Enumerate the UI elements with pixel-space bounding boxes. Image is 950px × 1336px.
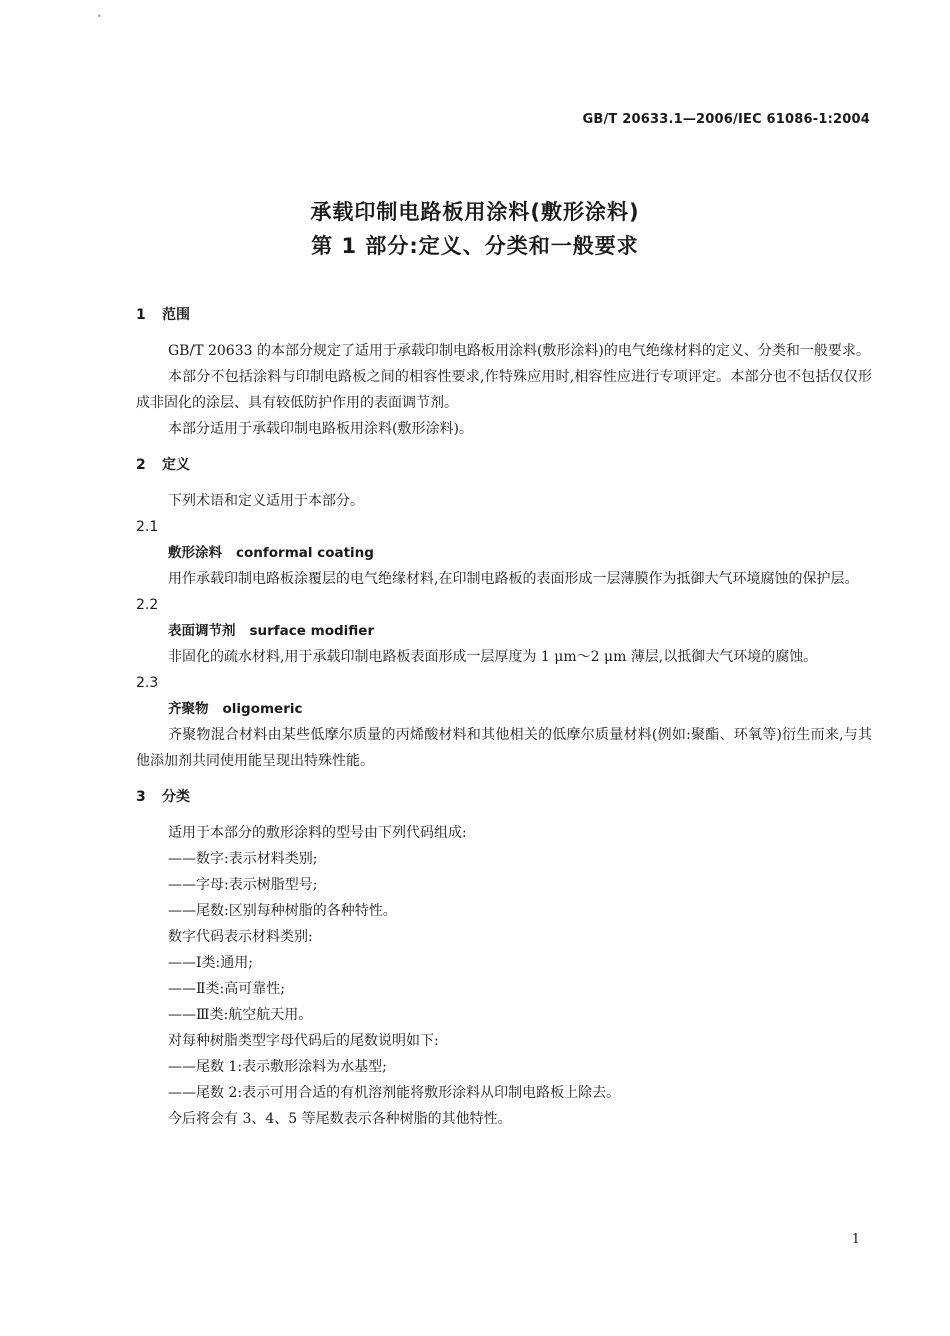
- clause-number: 2.3: [136, 675, 159, 691]
- term-entry: [136, 540, 872, 566]
- list-line: 数字代码表示材料类别:: [168, 929, 313, 945]
- list-line: ——Ⅰ类:通用;: [168, 955, 253, 971]
- section-number: 2: [136, 457, 146, 473]
- list-line: 对每种树脂类型字母代码后的尾数说明如下:: [168, 1033, 439, 1049]
- section-heading-classification: [136, 784, 872, 810]
- document-title-line1: 承载印制电路板用涂料(敷形涂料): [310, 200, 640, 224]
- term-chinese: 表面调节剂: [168, 623, 236, 639]
- section-title: 范围: [162, 307, 190, 323]
- paragraph: GB/T 20633 的本部分规定了适用于承载印制电路板用涂料(敷形涂料)的电气绝缘材料的定义、分类和一般要求。: [168, 343, 870, 359]
- term-entry: [136, 696, 872, 722]
- standard-number: GB/T 20633.1—2006/IEC 61086-1:2004: [582, 112, 870, 127]
- clause-number: 2.2: [136, 597, 159, 613]
- term-english: conformal coating: [236, 545, 374, 561]
- term-chinese: 敷形涂料: [168, 545, 222, 561]
- term-definition: 非固化的疏水材料,用于承载印制电路板表面形成一层厚度为 1 μm～2 μm 薄层,以抵御大气环境的腐蚀。: [168, 649, 818, 665]
- term-entry: [136, 618, 872, 644]
- page-number: 1: [851, 1232, 860, 1247]
- term-definition: 用作承载印制电路板涂覆层的电气绝缘材料,在印制电路板的表面形成一层薄膜作为抵御大气环境腐蚀的保护层。: [168, 571, 859, 587]
- document-body: [136, 302, 872, 1132]
- section-number: 1: [136, 307, 146, 323]
- clause-number: 2.1: [136, 519, 159, 535]
- list-line: 今后将会有 3、4、5 等尾数表示各种树脂的其他特性。: [168, 1111, 512, 1127]
- section-number: 3: [136, 789, 146, 805]
- list-line: ——字母:表示树脂型号;: [168, 877, 318, 893]
- paragraph: 本部分适用于承载印制电路板用涂料(敷形涂料)。: [168, 421, 473, 437]
- paragraph: 下列术语和定义适用于本部分。: [168, 493, 364, 509]
- document-title-line2: 第 1 部分:定义、分类和一般要求: [311, 234, 639, 258]
- list-line: ——尾数:区别每种树脂的各种特性。: [168, 903, 397, 919]
- list-line: ——Ⅲ类:航空航天用。: [168, 1007, 313, 1023]
- list-line: ——尾数 2:表示可用合适的有机溶剂能将敷形涂料从印制电路板上除去。: [168, 1085, 621, 1101]
- term-english: surface modifier: [249, 623, 375, 639]
- term-english: oligomeric: [222, 701, 303, 717]
- scan-mark: •: [97, 12, 102, 21]
- list-line: ——尾数 1:表示敷形涂料为水基型;: [168, 1059, 387, 1075]
- term-definition: 齐聚物混合材料由某些低摩尔质量的丙烯酸材料和其他相关的低摩尔质量材料(例如:聚酯、环氧等)衍生而来,与其他添加剂共同使用能呈现出特殊性能。: [136, 727, 872, 769]
- list-line: ——Ⅱ类:高可靠性;: [168, 981, 285, 997]
- section-title: 定义: [162, 457, 190, 473]
- section-title: 分类: [162, 789, 190, 805]
- section-heading-definitions: [136, 452, 872, 478]
- section-heading-scope: [136, 302, 872, 328]
- list-line: ——数字:表示材料类别;: [168, 851, 318, 867]
- term-chinese: 齐聚物: [168, 701, 209, 717]
- paragraph: 本部分不包括涂料与印制电路板之间的相容性要求,作特殊应用时,相容性应进行专项评定。本部分也不包括仅仅形成非固化的涂层、具有较低防护作用的表面调节剂。: [136, 369, 872, 411]
- list-line: 适用于本部分的敷形涂料的型号由下列代码组成:: [168, 825, 467, 841]
